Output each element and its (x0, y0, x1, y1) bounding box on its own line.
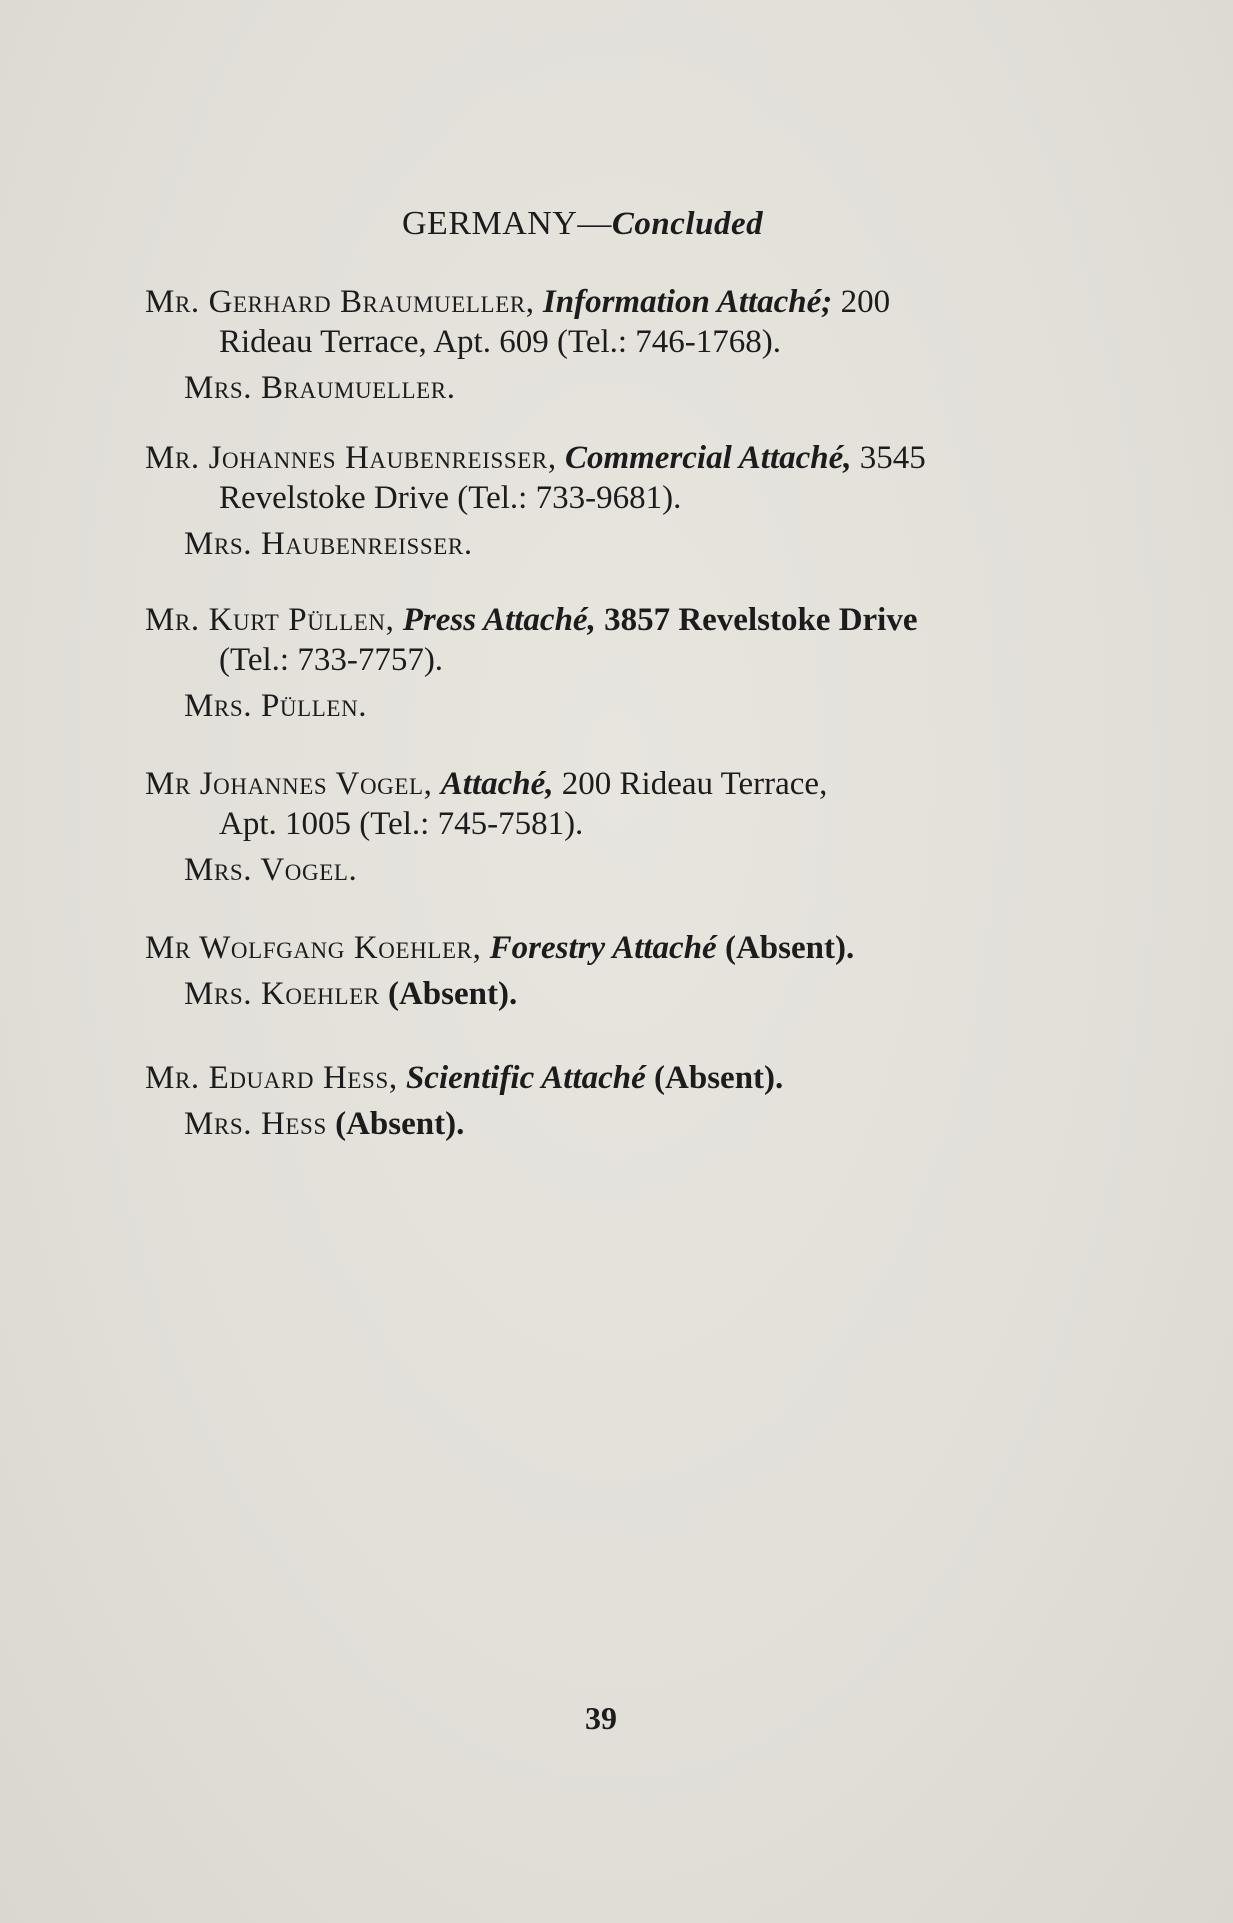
person-title: Forestry Attaché (489, 930, 717, 966)
person-name: Mr. Johannes Haubenreisser, (145, 440, 557, 476)
spouse-name: Mrs. Hess (184, 1106, 327, 1142)
spouse-absent-note: (Absent). (379, 976, 518, 1012)
person-address-start: 3857 Revelstoke Drive (595, 602, 918, 638)
heading-dash: — (577, 205, 612, 242)
entry-line-2: Rideau Terrace, Apt. 609 (Tel.: 746-1768). (219, 324, 782, 360)
spouse-name: Mrs. Püllen. (184, 688, 368, 724)
person-title: Information Attaché; (542, 284, 833, 320)
person-address-start: 200 (832, 284, 891, 320)
person-name: Mr Wolfgang Koehler, (145, 930, 482, 966)
person-address-start: 3545 (851, 440, 926, 476)
entry-hess (145, 1058, 1085, 1144)
person-title: Press Attaché, (402, 602, 596, 638)
spouse-name: Mrs. Vogel. (184, 852, 358, 888)
entry-line-1 (145, 764, 1085, 804)
entry-line-1 (145, 282, 1085, 322)
person-name: Mr. Gerhard Braumueller, (145, 284, 535, 320)
section-heading (402, 205, 763, 243)
person-title: Commercial Attaché, (564, 440, 852, 476)
entry-line-2: (Tel.: 733-7757). (219, 642, 444, 678)
heading-country: GERMANY (402, 205, 578, 242)
entry-line-1 (145, 600, 1085, 640)
spouse-line (145, 974, 1085, 1014)
spouse-name: Mrs. Haubenreisser. (184, 526, 473, 562)
person-title: Attaché, (440, 766, 554, 802)
entry-koehler (145, 928, 1085, 1014)
entry-line-2: Apt. 1005 (Tel.: 745-7581). (219, 806, 584, 842)
entry-pullen (145, 600, 1085, 726)
heading-suffix: Concluded (611, 206, 764, 242)
spouse-name: Mrs. Braumueller. (184, 370, 456, 406)
entry-braumueller (145, 282, 1085, 408)
entry-vogel (145, 764, 1085, 890)
spouse-absent-note: (Absent). (326, 1106, 465, 1142)
entry-line-1 (145, 438, 1085, 478)
page-number: 39 (585, 1700, 617, 1736)
person-absent-note: (Absent). (645, 1060, 784, 1096)
person-title: Scientific Attaché (405, 1060, 646, 1096)
spouse-line (145, 1104, 1085, 1144)
spouse-name: Mrs. Koehler (184, 976, 380, 1012)
person-absent-note: (Absent). (716, 930, 855, 966)
entry-haubenreisser (145, 438, 1085, 564)
entry-line-1 (145, 928, 1085, 968)
person-name: Mr. Kurt Püllen, (145, 602, 395, 638)
entry-line-1 (145, 1058, 1085, 1098)
person-name: Mr. Eduard Hess, (145, 1060, 398, 1096)
entry-line-2: Revelstoke Drive (Tel.: 733-9681). (219, 480, 682, 516)
person-address-start: 200 Rideau Terrace, (553, 766, 828, 802)
person-name: Mr Johannes Vogel, (145, 766, 433, 802)
